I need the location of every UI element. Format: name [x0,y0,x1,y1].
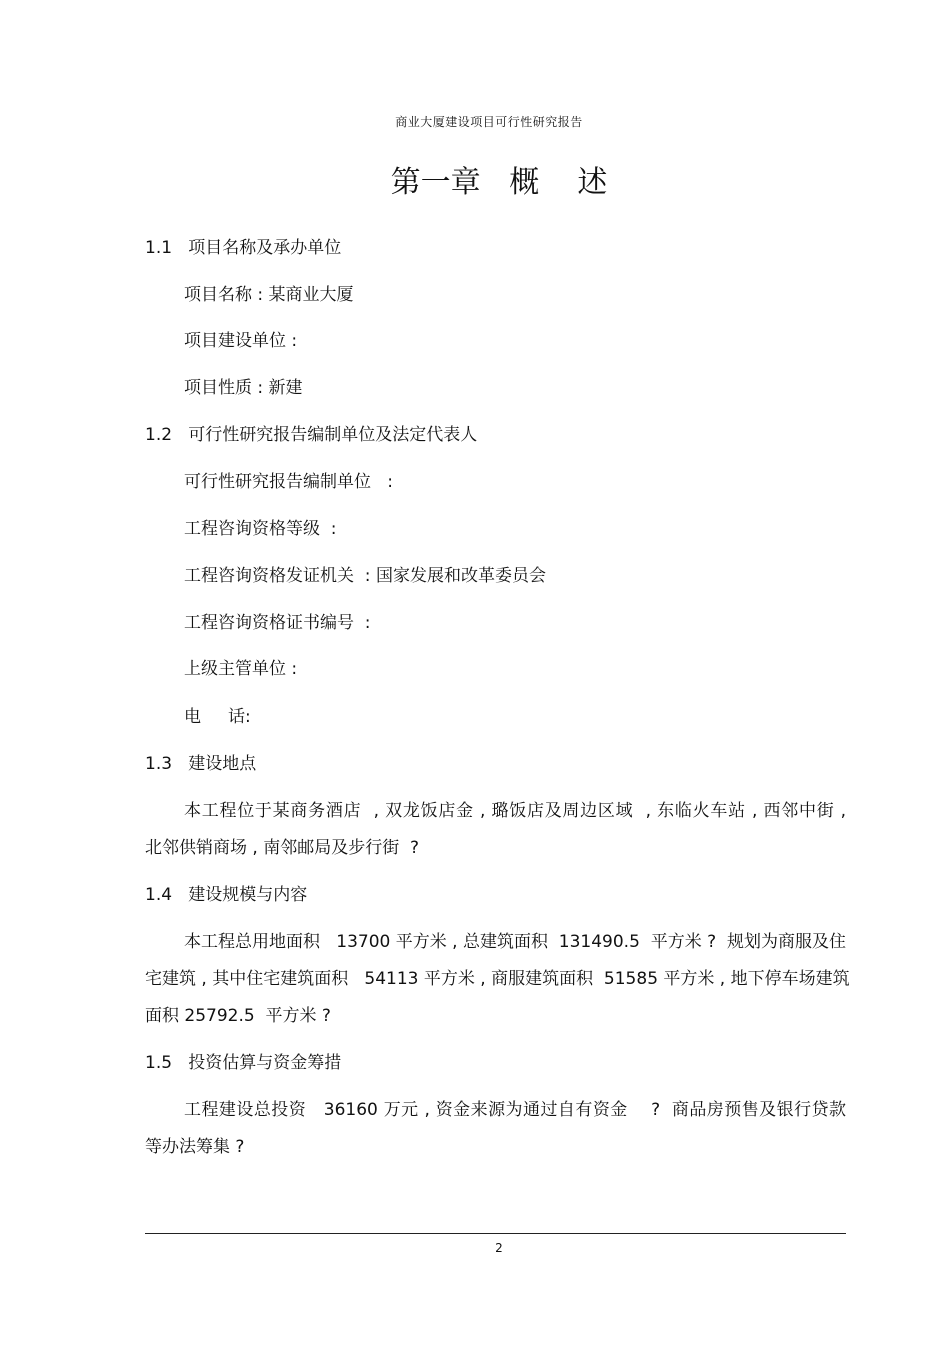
chapter-title: 第一章 概 述 [390,165,608,200]
certificate-number: 工程咨询资格证书编号 : [184,613,371,633]
scale-paragraph-line: 本工程总用地面积 13700 平方米 , 总建筑面积 131490.5 平方米 ? 规划为商服及住 [184,932,846,952]
supervising-unit: 上级主管单位 : [184,659,298,679]
location-paragraph-line: 本工程位于某商务酒店 , 双龙饭店金 , 璐饭店及周边区域 , 东临火车站 , 西邻中街 , [184,801,846,821]
section-heading-1-1: 1.1 项目名称及承办单位 [145,238,342,258]
investment-paragraph-line: 等办法筹集 ? [145,1137,245,1157]
report-compiler: 可行性研究报告编制单位 : [184,472,393,492]
section-heading-1-3: 1.3 建设地点 [145,754,257,774]
running-header: 商业大厦建设项目可行性研究报告 [395,115,583,129]
project-name: 项目名称 : 某商业大厦 [184,285,354,305]
investment-paragraph-line: 工程建设总投资 36160 万元 , 资金来源为通过自有资金 ? 商品房预售及银行贷款 [184,1100,846,1120]
certificate-issuer: 工程咨询资格发证机关 : 国家发展和改革委员会 [184,566,546,586]
page-number: 2 [495,1241,503,1255]
section-heading-1-5: 1.5 投资估算与资金筹措 [145,1053,342,1073]
section-heading-1-4: 1.4 建设规模与内容 [145,885,308,905]
project-nature: 项目性质 : 新建 [184,378,303,398]
project-owner: 项目建设单位 : [184,331,298,351]
location-paragraph-line: 北邻供销商场 , 南邻邮局及步行街 ? [145,838,420,858]
section-heading-1-2: 1.2 可行性研究报告编制单位及法定代表人 [145,425,478,445]
scale-paragraph-line: 宅建筑 , 其中住宅建筑面积 54113 平方米 , 商服建筑面积 51585 平方米 , 地下停车场建筑 [145,969,850,989]
scale-paragraph-line: 面积 25792.5 平方米 ? [145,1006,331,1026]
telephone: 电 话: [184,707,251,727]
footer-divider [145,1233,846,1234]
consulting-grade: 工程咨询资格等级 : [184,519,337,539]
